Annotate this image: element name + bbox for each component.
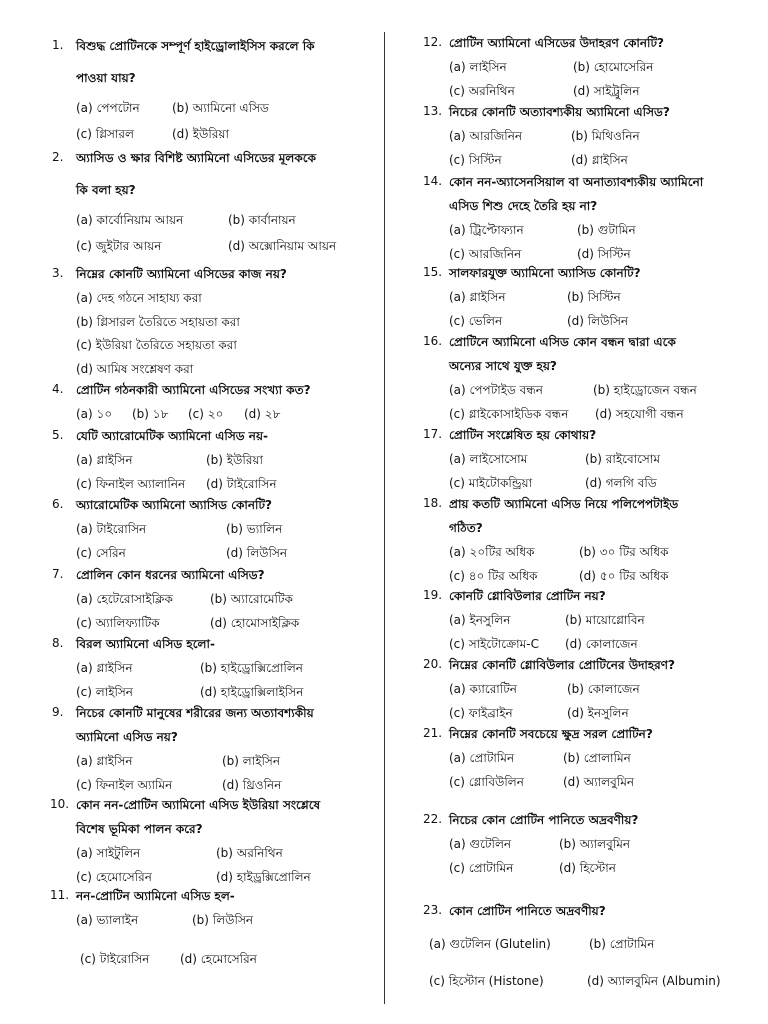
answer-option: (d) অ্যালবুমিন (Albumin): [587, 974, 721, 988]
question-text: নিচের কোনটি অত্যাবশ্যকীয় অ্যামিনো এসিড?: [449, 105, 670, 119]
answer-option: (b) রাইবোসোম: [585, 452, 660, 466]
answer-option: (a) ট্রিপ্টোফ্যান: [449, 223, 524, 237]
question-text: এসিড শিশু দেহে তৈরি হয় না?: [449, 199, 598, 213]
question-number: 21.: [423, 726, 443, 740]
answer-option: (b) গ্লিসারল তৈরিতে সহায়তা করা: [76, 315, 240, 329]
question-text: প্রায় কতটি অ্যামিনো এসিড নিয়ে পলিপেপটাইড: [449, 497, 679, 511]
answer-option: (a) ২০টির অধিক: [449, 545, 535, 559]
question-number: 11.: [50, 888, 70, 902]
question-number: 2.: [52, 150, 64, 164]
question-text: নিম্নের কোনটি অ্যামিনো এসিডের কাজ নয়?: [76, 267, 287, 281]
answer-option: (c) অরনিথিন: [449, 84, 515, 98]
answer-option: (b) ১৮: [132, 407, 169, 421]
question-number: 14.: [423, 174, 443, 188]
answer-option: (d) ইনসুলিন: [567, 706, 629, 720]
answer-option: (c) ফিনাইল অ্যামিন: [76, 778, 173, 792]
question-number: 8.: [52, 636, 64, 650]
answer-option: (b) প্রোটামিন: [589, 937, 655, 951]
answer-option: (d) হাইড্রোক্সিলাইসিন: [200, 685, 304, 699]
answer-option: (c) গ্লাইকোসাইডিক বন্ধন: [449, 407, 569, 421]
column-divider: [384, 32, 385, 1004]
answer-option: (b) হাইড্রোক্সিপ্রোলিন: [200, 661, 303, 675]
question-number: 19.: [423, 588, 443, 602]
answer-option: (d) আমিষ সংশ্লেষণ করা: [76, 362, 194, 376]
answer-option: (c) ইউরিয়া তৈরিতে সহায়তা করা: [76, 338, 237, 352]
answer-option: (c) টাইরোসিন: [80, 952, 150, 966]
question-number: 13.: [423, 104, 443, 118]
answer-option: (a) দেহ গঠনে সাহায্য করা: [76, 291, 202, 305]
answer-option: (d) অক্সোনিয়াম আয়ন: [228, 239, 337, 253]
question-text: গঠিত?: [449, 521, 483, 535]
question-text: নিচের কোনটি মানুষের শরীরের জন্য অত্যাবশ্যকীয়: [76, 706, 314, 720]
answer-option: (c) সেরিন: [76, 546, 126, 560]
answer-option: (b) প্রোলামিন: [563, 751, 631, 765]
question-number: 7.: [52, 567, 64, 581]
answer-option: (c) অ্যালিফ্যাটিক: [76, 616, 160, 630]
answer-option: (b) কার্বানায়ন: [228, 213, 296, 227]
answer-option: (a) প্রোটামিন: [449, 751, 515, 765]
answer-option: (b) হোমোসেরিন: [573, 60, 654, 74]
answer-option: (a) পেপটোন: [76, 101, 140, 115]
answer-option: (d) ২৮: [244, 407, 281, 421]
answer-option: (b) অ্যারোমেটিক: [210, 592, 293, 606]
answer-option: (b) লাইসিন: [222, 754, 280, 768]
answer-option: (d) গলগি বডি: [585, 476, 657, 490]
question-text: কোনটি গ্লোবিউলার প্রোটিন নয়?: [449, 589, 606, 603]
question-text: কোন প্রোটিন পানিতে অদ্রবণীয়?: [449, 904, 606, 918]
answer-option: (c) সিস্টিন: [449, 153, 502, 167]
answer-option: (a) হেটেরোসাইক্লিক: [76, 592, 173, 606]
answer-option: (d) লিউসিন: [567, 314, 629, 328]
answer-option: (b) অ্যামিনো এসিড: [172, 101, 269, 115]
question-text: নিম্নের কোনটি গ্লোবিউলার প্রোটিনের উদাহরণ?: [449, 658, 675, 672]
answer-option: (c) হিস্টোন (Histone): [429, 974, 544, 988]
answer-option: (b) অরনিথিন: [216, 846, 283, 860]
question-number: 3.: [52, 266, 64, 280]
question-text: প্রোটিন অ্যামিনো এসিডের উদাহরণ কোনটি?: [449, 36, 664, 50]
answer-option: (d) লিউসিন: [226, 546, 288, 560]
answer-option: (a) ইনসুলিন: [449, 613, 511, 627]
answer-option: (d) ইউরিয়া: [172, 127, 229, 141]
answer-option: (d) হাইড্রক্সিপ্রোলিন: [216, 870, 311, 884]
answer-option: (b) ভ্যালিন: [226, 522, 283, 536]
question-text: অ্যারোমেটিক অ্যামিনো অ্যাসিড কোনটি?: [76, 498, 272, 512]
answer-option: (c) হেমোসেরিন: [76, 870, 152, 884]
question-text: নন-প্রোটিন অ্যামিনো এসিড হল-: [76, 889, 235, 903]
answer-option: (a) গ্লাইসিন: [76, 661, 133, 675]
answer-option: (c) ভেলিন: [449, 314, 503, 328]
answer-option: (b) মিথিওনিন: [571, 129, 640, 143]
question-number: 22.: [423, 812, 443, 826]
question-number: 12.: [423, 35, 443, 49]
answer-option: (d) টাইরোসিন: [206, 477, 277, 491]
question-text: কি বলা হয়?: [76, 183, 136, 197]
answer-option: (a) গ্লাইসিন: [76, 453, 133, 467]
question-text: প্রোটিন গঠনকারী অ্যামিনো এসিডের সংখ্যা কত?: [76, 383, 311, 397]
answer-option: (b) ৩০ টির অধিক: [579, 545, 669, 559]
question-text: যেটি অ্যারোমেটিক অ্যামিনো এসিড নয়-: [76, 429, 269, 443]
answer-option: (b) লিউসিন: [192, 913, 254, 927]
answer-option: (a) লাইসোসোম: [449, 452, 528, 466]
answer-option: (d) হেমোসেরিন: [180, 952, 257, 966]
answer-option: (d) সিস্টিন: [577, 247, 631, 261]
answer-option: (d) সাইট্রুলিন: [573, 84, 640, 98]
answer-option: (a) ক্যারোটিন: [449, 682, 517, 696]
answer-option: (a) আরজিনিন: [449, 129, 523, 143]
answer-option: (c) জুইটার আয়ন: [76, 239, 162, 253]
answer-option: (d) হোমোসাইক্লিক: [210, 616, 300, 630]
answer-option: (d) গ্লাইসিন: [571, 153, 628, 167]
answer-option: (a) গ্লাইসিন: [76, 754, 133, 768]
question-number: 17.: [423, 427, 443, 441]
question-number: 4.: [52, 382, 64, 396]
answer-option: (b) গুটামিন: [577, 223, 636, 237]
answer-option: (a) লাইসিন: [449, 60, 507, 74]
question-text: প্রোলিন কোন ধরনের অ্যামিনো এসিড?: [76, 568, 265, 582]
question-text: অন্যের সাথে যুক্ত হয়?: [449, 359, 557, 373]
answer-option: (c) সাইটোক্রোম-C: [449, 637, 539, 651]
answer-option: (c) প্রোটামিন: [449, 861, 514, 875]
question-number: 20.: [423, 657, 443, 671]
question-text: কোন নন-অ্যাসেনসিয়াল বা অনাত্যাবশ্যকীয় অ্যামিনো: [449, 175, 704, 189]
question-text: বিরল অ্যামিনো এসিড হলো-: [76, 637, 215, 651]
question-number: 15.: [423, 265, 443, 279]
answer-option: (d) অ্যালবুমিন: [563, 775, 635, 789]
answer-option: (c) গ্লিসারল: [76, 127, 134, 141]
answer-option: (a) গুটেলিন (Glutelin): [429, 937, 551, 951]
question-text: অ্যামিনো এসিড নয়?: [76, 730, 178, 744]
answer-option: (b) ইউরিয়া: [206, 453, 263, 467]
answer-option: (c) ফাইব্রাইন: [449, 706, 513, 720]
question-number: 5.: [52, 428, 64, 442]
question-text: সালফারযুক্ত অ্যামিনো অ্যাসিড কোনটি?: [449, 266, 641, 280]
answer-option: (d) হিস্টোন: [559, 861, 616, 875]
question-number: 23.: [423, 903, 443, 917]
answer-option: (a) টাইরোসিন: [76, 522, 147, 536]
answer-option: (d) কোলাজেন: [565, 637, 638, 651]
question-text: বিশুদ্ধ প্রোটিনকে সম্পূর্ণ হাইড্রোলাইসিস করলে কি: [76, 39, 315, 53]
answer-option: (c) ফিনাইল অ্যালানিন: [76, 477, 186, 491]
answer-option: (c) লাইসিন: [76, 685, 133, 699]
answer-option: (a) পেপটাইড বন্ধন: [449, 383, 543, 397]
question-text: বিশেষ ভূমিকা পালন করে?: [76, 822, 203, 836]
answer-option: (d) থ্রিওনিন: [222, 778, 282, 792]
question-text: নিচের কোন প্রোটিন পানিতে অদ্রবণীয়?: [449, 813, 639, 827]
question-text: প্রোটিন সংশ্লেষিত হয় কোথায়?: [449, 428, 597, 442]
question-number: 18.: [423, 496, 443, 510]
answer-option: (d) সহযোগী বন্ধন: [595, 407, 684, 421]
answer-option: (b) কোলাজেন: [567, 682, 640, 696]
question-number: 16.: [423, 334, 443, 348]
answer-option: (c) ২০: [188, 407, 224, 421]
question-text: প্রোটিনে অ্যামিনো এসিড কোন বন্ধন দ্বারা একে: [449, 335, 676, 349]
question-text: অ্যাসিড ও ক্ষার বিশিষ্ট অ্যামিনো এসিডের মূলককে: [76, 151, 316, 165]
answer-option: (a) গুটেলিন: [449, 837, 512, 851]
question-number: 1.: [52, 38, 64, 52]
question-number: 6.: [52, 497, 64, 511]
question-text: নিম্নের কোনটি সবচেয়ে ক্ষুদ্র সরল প্রোটিন?: [449, 727, 653, 741]
question-text: পাওয়া যায়?: [76, 71, 136, 85]
answer-option: (a) ১০: [76, 407, 113, 421]
answer-option: (a) সাইটুলিন: [76, 846, 141, 860]
answer-option: (c) আরজিনিন: [449, 247, 522, 261]
answer-option: (b) সিস্টিন: [567, 290, 621, 304]
question-number: 9.: [52, 705, 64, 719]
answer-option: (b) মায়োগ্লোবিন: [565, 613, 645, 627]
answer-option: (c) গ্লোবিউলিন: [449, 775, 524, 789]
answer-option: (a) গ্লাইসিন: [449, 290, 506, 304]
question-text: কোন নন-প্রোটিন অ্যামিনো এসিড ইউরিয়া সংশ্লেষে: [76, 798, 321, 812]
answer-option: (d) ৫০ টির অধিক: [579, 569, 669, 583]
question-number: 10.: [50, 797, 70, 811]
answer-option: (c) ৪০ টির অধিক: [449, 569, 538, 583]
answer-option: (a) কার্বোনিয়াম আয়ন: [76, 213, 184, 227]
answer-option: (b) হাইড্রোজেন বন্ধন: [593, 383, 697, 397]
answer-option: (a) ভ্যালাইন: [76, 913, 139, 927]
answer-option: (b) অ্যালবুমিন: [559, 837, 631, 851]
answer-option: (c) মাইটোকন্ড্রিয়া: [449, 476, 533, 490]
